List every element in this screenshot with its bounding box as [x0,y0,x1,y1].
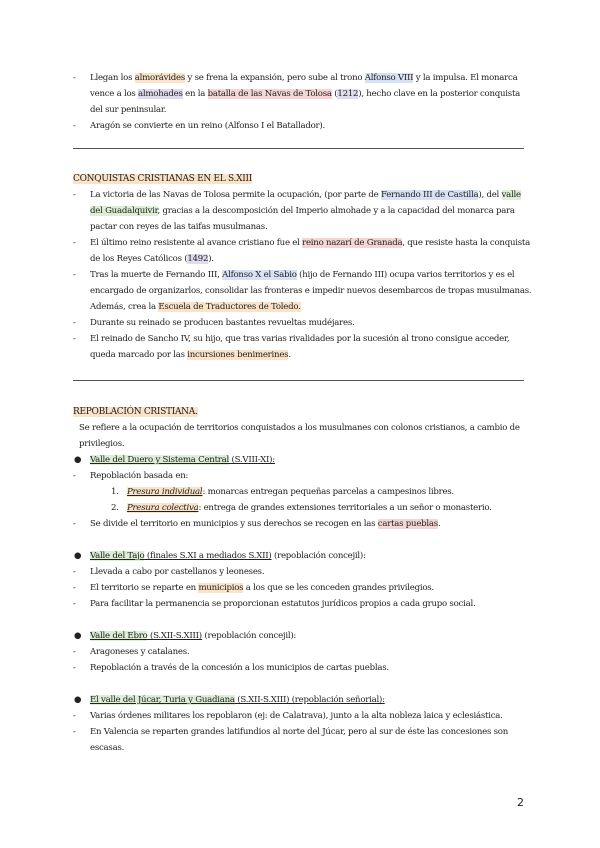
list-item: - Varias órdenes militares los repoblaron (ej: de Calatrava), junto a la alta nobleza laica y eclesiástica. [73,708,533,724]
highlight-tajo: Valle del Tajo [90,551,145,561]
highlight-presura-individual: Presura individual [127,487,203,497]
divider [73,380,524,381]
bullet-duero: ● Valle del Duero y Sistema Central (S.VIII-XI): [73,452,533,468]
numbered-item: 2. Presura colectiva: entrega de grandes extensiones territoriales a un señor o monasterio. [111,503,492,513]
bullet-ebro: ● Valle del Ebro (S.XII-S.XIII) (repoblación concejil): [73,628,533,644]
highlight-guadalquivir: valle del Guadalquivir [90,190,521,216]
highlight-fernando: Fernando III de Castilla [380,190,479,200]
list-item: - Llegan los almorávides y se frena la expansión, pero sube al trono Alfonso VIII y la impulsa. El monarca vence a los almohades en la batalla de las Navas de Tolosa (1212), hecho clave en la posterior conquista del sur peninsular. [73,70,533,118]
conquistas-section [73,171,533,363]
highlight-almohades: almohades [138,89,183,99]
bullet-icon: ● [74,695,82,705]
top-list [73,70,533,134]
list-item: - El último reino resistente al avance cristiano fue el reino nazarí de Granada, que resiste hasta la conquista de los Reyes Católicos (1492). [73,235,533,267]
highlight-benimerines: incursiones benimerines [187,350,289,360]
highlight-year-1212: 1212 [337,89,359,99]
list-item: - Durante su reinado se producen bastantes revueltas mudéjares. [73,315,533,331]
list-item: - Repoblación a través de la concesión a los municipios de cartas pueblas. [73,660,533,676]
highlight-granada: reino nazarí de Granada [302,238,403,248]
highlight-escuela: Escuela de Traductores de Toledo. [158,302,301,312]
list-item: - El reinado de Sancho IV, su hijo, que tras varias rivalidades por la sucesión al trono consigue acceder, queda marcado por las incursiones benimerines. [73,331,533,363]
list-item: - La victoria de las Navas de Tolosa permite la ocupación, (por parte de Fernando III de Castilla), del valle del Guadalquivir, gracias a la descomposición del Imperio almohade y a la capacidad del monarca para pactar con reyes de las taifas musulmanas. [73,187,533,235]
numbered-list [73,484,533,516]
highlight-jucar: El valle del Júcar, Turia y Guadiana [90,695,235,705]
list-item: - Se divide el territorio en municipios y sus derechos se recogen en las cartas pueblas. [73,516,533,532]
list-item: - Tras la muerte de Fernando III, Alfonso X el Sabio (hijo de Fernando III) ocupa varios territorios y es el encargado de organizarlos, consolidar las fronteras e impedir nuevos desembarcos de tropas musulmanas. Además, crea la Escuela de Traductores de Toledo. [73,267,533,315]
highlight-alfonso-x: Alfonso X el Sabio [222,270,297,280]
list-item: - En Valencia se reparten grandes latifundios al norte del Júcar, pero al sur de éste las concesiones son escasas. [73,724,533,756]
section-heading: REPOBLACIÓN CRISTIANA. [73,407,198,417]
highlight-almoravides: almorávides [134,73,186,83]
list-item: - Para facilitar la permanencia se proporcionan estatutos jurídicos propios a cada grupo social. [73,596,533,612]
highlight-ebro: Valle del Ebro [90,631,148,641]
repoblacion-section [73,404,533,756]
numbered-item: 1. Presura individual: monarcas entregan pequeñas parcelas a campesinos libres. [111,487,454,497]
list-item: - Repoblación basada en: [73,468,533,484]
bullet-jucar: ● El valle del Júcar, Turia y Guadiana (S.XII-S.XIII) (repoblación señorial): [73,692,533,708]
highlight-alfonso-viii: Alfonso VIII [364,73,414,83]
bullet-tajo: ● Valle del Tajo (finales S.XI a mediados S.XII) (repoblación concejil): [73,548,533,564]
highlight-municipios: municipios [198,583,244,593]
page-number: 2 [517,796,524,809]
list-item: - El territorio se reparte en municipios a los que se les conceden grandes privilegios. [73,580,533,596]
highlight-duero: Valle del Duero y Sistema Central [90,455,230,465]
highlight-batalla: batalla de las Navas de Tolosa [207,89,332,99]
highlight-year-1492: 1492 [187,254,209,264]
section-heading: CONQUISTAS CRISTIANAS EN EL S.XIII [73,174,252,184]
divider [73,148,524,149]
highlight-presura-colectiva: Presura colectiva [127,503,199,513]
bullet-icon: ● [74,455,82,465]
intro-paragraph: Se refiere a la ocupación de territorios conquistados a los musulmanes con colonos cristianos, a cambio de privilegios. [79,423,520,449]
list-item: - Llevada a cabo por castellanos y leoneses. [73,564,533,580]
bullet-icon: ● [74,551,82,561]
list-item: - Aragón se convierte en un reino (Alfonso I el Batallador). [73,118,533,134]
bullet-icon: ● [74,631,82,641]
list-item: - Aragoneses y catalanes. [73,644,533,660]
highlight-cartas-pueblas: cartas pueblas [377,519,438,529]
